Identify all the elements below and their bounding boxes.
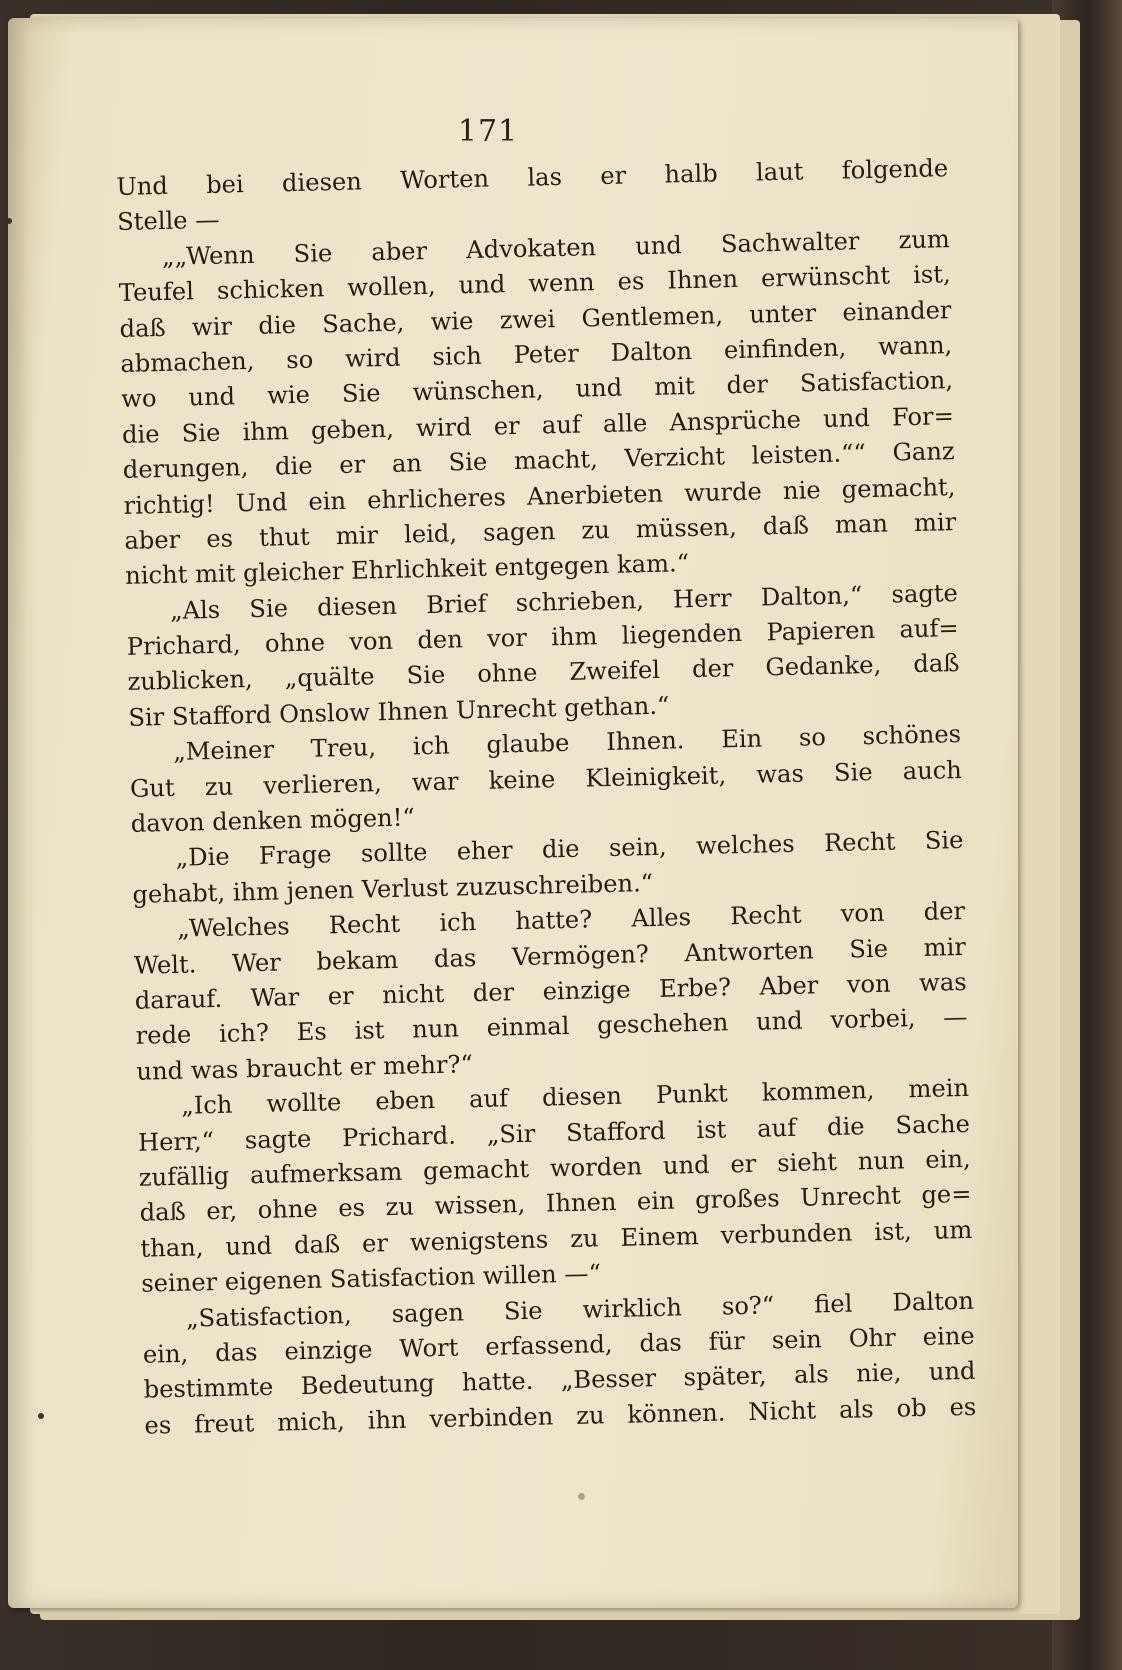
text-line: Herr,“ sagte Prichard. „Sir Stafford ist auf die Sache (137, 1109, 971, 1157)
text-line: seiner eigenen Satisfaction willen —“ (140, 1259, 602, 1298)
text-line: derungen, die er an Sie macht, Verzicht leisten.““ Ganz (122, 437, 955, 485)
page-number: 171 (457, 114, 519, 149)
text-line: Welt. Wer bekam das Vermögen? Antworten Sie mir (133, 932, 967, 980)
text-line: richtig! Und ein ehrlicheres Anerbieten wurde nie gemacht, (123, 472, 956, 520)
text-line: Gut zu verlieren, war keine Kleinigkeit, was Sie auch (129, 755, 963, 803)
text-line: Stelle — (116, 206, 220, 237)
text-line: „Die Frage sollte eher die sein, welches Recht Sie (175, 826, 964, 873)
text-line: und was braucht er mehr?“ (136, 1049, 474, 1086)
text-line: Prichard, ohne von den vor ihm liegenden Papieren auf= (126, 614, 959, 661)
text-line: than, und daß er wenigstens zu Einem verbunden ist, um (140, 1215, 973, 1263)
text-line: rede ich? Es ist nun einmal geschehen und vorbei, — (135, 1003, 968, 1051)
book-page (8, 18, 1018, 1608)
page-text (116, 151, 977, 1444)
text-line: davon denken mögen!“ (130, 803, 416, 838)
text-line: Sir Stafford Onslow Ihnen Unrecht gethan.“ (128, 691, 670, 732)
text-line: bestimmte Bedeutung hatte. „Besser später, als nie, und (143, 1357, 976, 1404)
text-line: darauf. War er nicht der einzige Erbe? Aber von was (134, 967, 967, 1015)
text-line: Teufel schicken wollen, und wenn es Ihnen erwünscht ist, (118, 260, 951, 308)
text-line: es freut mich, ihn verbinden zu können. Nicht als ob es (144, 1392, 977, 1440)
margin-mark (38, 1413, 44, 1419)
text-line: „Als Sie diesen Brief schrieben, Herr Dalton,“ sagte (169, 578, 959, 625)
text-line: abmachen, so wird sich Peter Dalton einfinden, wann, (120, 331, 953, 378)
text-line: „Ich wollte eben auf diesen Punkt kommen, mein (180, 1074, 970, 1120)
text-line: „Welches Recht ich hatte? Alles Recht von der (176, 897, 966, 944)
text-line: aber es thut mir leid, sagen zu müssen, daß man mir (124, 507, 957, 555)
text-line: zufällig aufmerksam gemacht worden und er sieht nun ein, (138, 1144, 971, 1192)
paper-blemish (578, 1493, 585, 1500)
text-line: zublicken, „quälte Sie ohne Zweifel der Gedanke, daß (127, 649, 960, 697)
text-line: „„Wenn Sie aber Advokaten und Sachwalter zum (161, 224, 951, 271)
text-line: nicht mit gleicher Ehrlichkeit entgegen kam.“ (124, 549, 690, 591)
text-line: „Meiner Treu, ich glaube Ihnen. Ein so schönes (172, 720, 962, 767)
text-line: Und bei diesen Worten las er halb laut folgende (116, 154, 949, 201)
text-line: daß er, ohne es zu wissen, Ihnen ein großes Unrecht ge= (139, 1180, 972, 1228)
text-line: daß wir die Sache, wie zwei Gentlemen, unter einander (119, 295, 952, 343)
text-line: „Satisfaction, sagen Sie wirklich so?“ fiel Dalton (185, 1286, 975, 1333)
margin-mark (6, 218, 12, 224)
text-line: ein, das einzige Wort erfassend, das für sein Ohr eine (142, 1321, 975, 1369)
text-line: gehabt, ihm jenen Verlust zuzuschreiben.“ (132, 868, 654, 909)
text-line: die Sie ihm geben, wird er auf alle Ansprüche und For= (121, 401, 955, 449)
text-line: wo und wie Sie wünschen, und mit der Satisfaction, (120, 366, 954, 414)
